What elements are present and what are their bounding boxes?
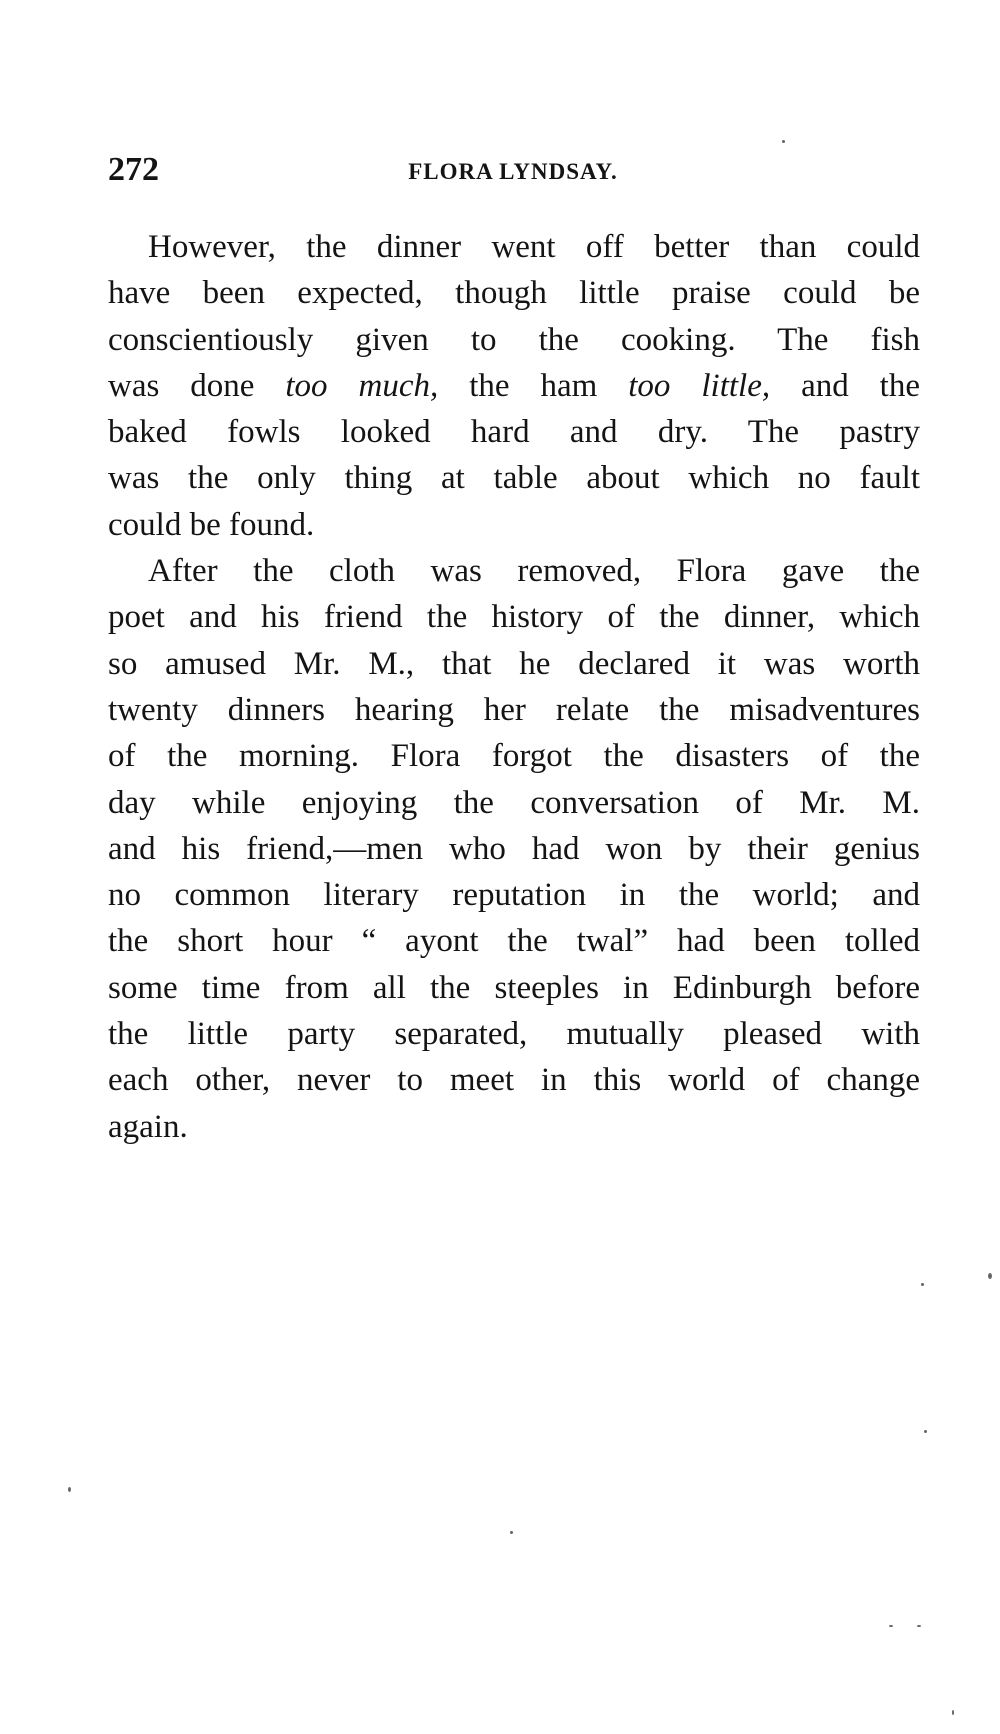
text-run: the ham — [438, 367, 629, 404]
text-line — [108, 687, 920, 733]
text-line — [108, 965, 920, 1011]
text-line — [108, 733, 920, 779]
italic-phrase: too much, — [285, 367, 439, 404]
text-run: However, the dinner went off better than could — [148, 229, 920, 265]
text-line — [108, 780, 920, 826]
print-speck — [510, 1531, 513, 1534]
text-run: baked fowls looked hard and dry. The pastry — [108, 414, 920, 451]
text-run: of the morning. Flora forgot the disasters of the — [108, 738, 920, 775]
text-line — [108, 918, 920, 964]
text-run: the little party separated, mutually pleased with — [108, 1016, 920, 1053]
text-line — [108, 409, 920, 455]
text-run: After the cloth was removed, Flora gave the — [148, 553, 920, 590]
text-line — [108, 1057, 920, 1103]
text-run: have been expected, though little praise could be — [108, 275, 920, 312]
print-speck — [952, 1710, 954, 1715]
print-speck — [782, 140, 785, 143]
text-run: could be found. — [108, 506, 315, 543]
text-line — [108, 224, 920, 270]
text-run: day while enjoying the conversation of Mr. M. — [108, 784, 920, 821]
text-run: twenty dinners hearing her relate the misadventures — [108, 691, 920, 728]
text-run: and the — [770, 367, 920, 404]
print-speck — [988, 1273, 992, 1279]
text-run: poet and his friend the history of the dinner, which — [108, 599, 920, 636]
text-line — [108, 270, 920, 316]
text-run: the short hour “ ayont the twal” had been tolled — [108, 923, 920, 960]
text-line — [108, 455, 920, 501]
text-line — [108, 363, 920, 409]
text-line — [108, 826, 920, 872]
running-title: FLORA LYNDSAY. — [408, 159, 618, 184]
text-run: conscientiously given to the cooking. The fish — [108, 321, 920, 358]
text-line — [108, 872, 920, 918]
text-line — [108, 548, 920, 594]
text-run: so amused Mr. M., that he declared it was worth — [108, 645, 920, 682]
paragraph — [108, 224, 920, 548]
print-speck — [68, 1487, 71, 1492]
paragraph — [108, 548, 920, 1150]
text-run: some time from all the steeples in Edinburgh before — [108, 969, 920, 1006]
text-line — [108, 594, 920, 640]
text-line — [108, 317, 920, 363]
text-line — [108, 1104, 920, 1150]
text-run: was the only thing at table about which no fault — [108, 460, 920, 497]
running-head — [108, 150, 918, 190]
text-line — [108, 502, 920, 548]
print-speck — [924, 1430, 927, 1433]
text-run: each other, never to meet in this world of change — [108, 1062, 920, 1099]
body-text — [108, 224, 920, 1150]
text-line — [108, 1011, 920, 1057]
print-speck — [921, 1283, 924, 1286]
text-run: was done — [108, 367, 286, 404]
text-run: and his friend,—men who had won by their genius — [108, 830, 920, 867]
text-run: again. — [108, 1108, 188, 1145]
print-speck — [889, 1625, 893, 1627]
page-number: 272 — [108, 151, 159, 188]
text-run: no common literary reputation in the world; and — [108, 877, 920, 914]
print-speck — [917, 1625, 921, 1627]
text-line — [108, 641, 920, 687]
italic-phrase: too little, — [628, 367, 771, 404]
